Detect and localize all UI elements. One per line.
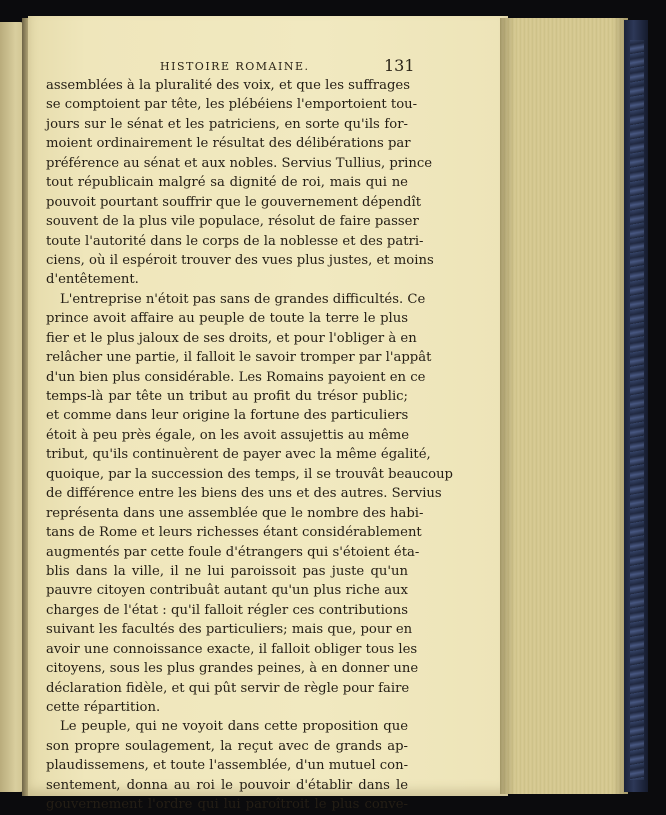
text-line: assemblées à la pluralité des voix, et que les suffrages [46,78,410,93]
text-line: tans de Rome et leurs richesses étant considérablement [46,525,422,541]
text-line: tribut, qu'ils continuèrent de payer avec la même égalité, [46,447,431,463]
text-line: temps-là par tête un tribut au profit du trésor public; [46,389,408,404]
text-line: citoyens, sous les plus grandes peines, à en donner une [46,661,419,677]
text-line: se comptoient par tête, les plébéiens l'emportoient tou- [46,97,418,113]
text-line: charges de l'état : qu'il falloit régler ces contributions [46,602,408,618]
text-line: fier et le plus jaloux de ses droits, et pour l'obliger à en [46,330,417,346]
text-line: son propre soulagement, la reçut avec de grands ap- [46,738,408,754]
text-line: gouvernement l'ordre qui lui paroîtroit le plus conve- [46,797,408,813]
marbled-edge [630,40,644,780]
text-line: toute l'autorité dans le corps de la noblesse et des patri- [46,233,424,249]
text-line: relâcher une partie, il falloit le savoir tromper par l'appât [46,350,432,366]
text-line: jours sur le sénat et les patriciens, en sorte qu'ils for- [46,116,408,132]
text-line: cette répartition. [46,700,161,715]
text-line: moient ordinairement le résultat des délibérations par [46,136,411,152]
text-line: et comme dans leur origine la fortune des particuliers [46,408,409,424]
text-line: plaudissemens, et toute l'assemblée, d'un mutuel con- [46,758,409,774]
body-text [46,76,454,815]
text-line: sentement, donna au roi le pouvoir d'établir dans le [46,777,408,793]
text-line: ciens, où il espéroit trouver des vues plus justes, et moins [46,252,434,268]
text-line: quoique, par la succession des temps, il se trouvât beaucoup [46,466,454,482]
text-line: augmentés par cette foule d'étrangers qui s'étoient éta- [46,544,420,560]
text-line: prince avoit affaire au peuple de toute la terre le plus [46,311,408,327]
text-line: Le peuple, qui ne voyoit dans cette proposition que [60,719,408,735]
text-line: tout républicain malgré sa dignité de roi, mais qui ne [46,175,408,191]
text-line: blis dans la ville, il ne lui paroissoit pas juste qu'un [46,563,408,579]
text-line: suivant les facultés des particuliers; mais que, pour en [46,622,413,638]
page-number: 131 [384,56,415,75]
text-line: déclaration fidèle, et qui pût servir de règle pour faire [46,680,410,696]
page-block-edge [500,18,628,794]
text-line: préférence au sénat et aux nobles. Servius Tullius, prince [46,155,433,171]
text-line: L'entreprise n'étoit pas sans de grandes difficultés. Ce [60,291,426,307]
text-line: étoit à peu près égale, on les avoit assujettis au même [46,427,410,443]
text-line: pouvoit pourtant souffrir que le gouvernement dépendît [46,194,422,210]
text-line: représenta dans une assemblée que le nombre des habi- [46,505,424,521]
text-line: d'un bien plus considérable. Les Romains payoient en ce [46,369,426,385]
text-line: souvent de la plus vile populace, résolut de faire passer [46,214,419,230]
text-line: de différence entre les biens des uns et des autres. Servius [46,486,442,502]
text-line: d'entêtement. [46,272,139,288]
running-head: HISTOIRE ROMAINE. [160,60,310,73]
text-line: pauvre citoyen contribuât autant qu'un plus riche aux [46,583,408,599]
text-line: avoir une connoissance exacte, il falloit obliger tous les [46,641,418,657]
